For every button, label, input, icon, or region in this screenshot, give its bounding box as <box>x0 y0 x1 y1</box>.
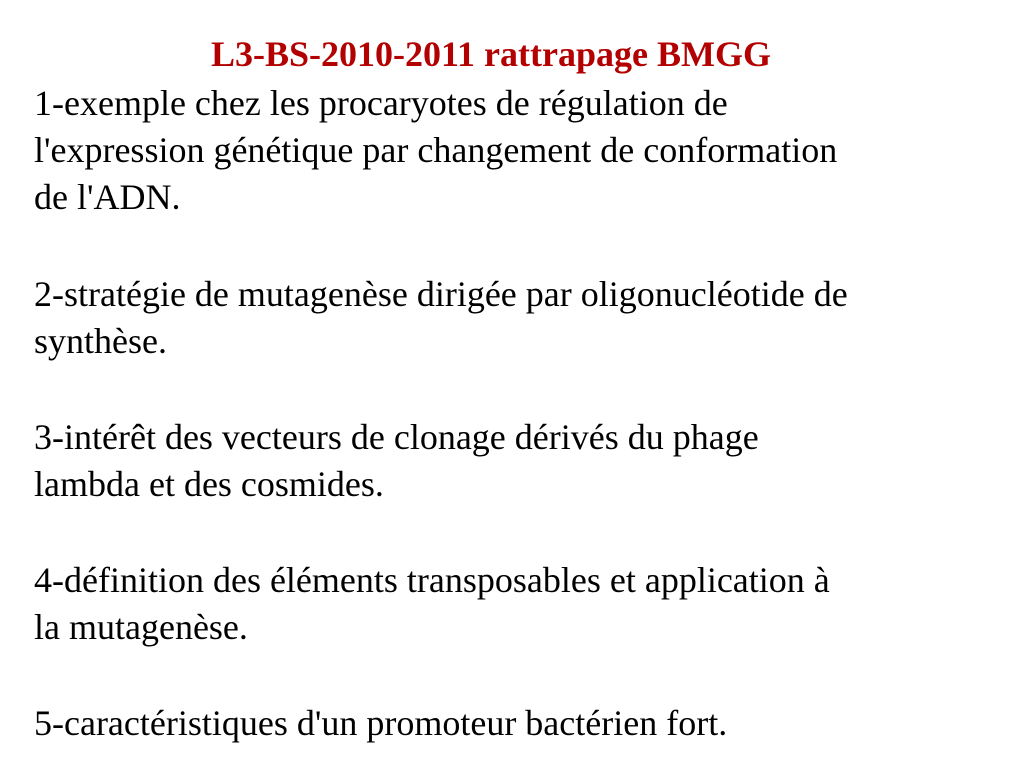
page-title: L3-BS-2010-2011 rattrapage BMGG <box>211 34 771 74</box>
question-line: 2-stratégie de mutagenèse dirigée par oligonucléotide de <box>34 274 848 314</box>
question-line: la mutagenèse. <box>34 607 248 647</box>
question-line: 3-intérêt des vecteurs de clonage dérivés du phage <box>34 417 759 457</box>
question-line: 4-définition des éléments transposables et application à <box>34 560 830 600</box>
question-4 <box>34 557 994 651</box>
question-line: 5-caractéristiques d'un promoteur bactérien fort. <box>34 703 728 743</box>
question-line: synthèse. <box>34 321 167 361</box>
question-line: de l'ADN. <box>34 177 181 217</box>
question-line: lambda et des cosmides. <box>34 464 384 504</box>
question-line: l'expression génétique par changement de conformation <box>34 130 838 170</box>
question-3 <box>34 414 994 508</box>
question-5 <box>34 700 994 747</box>
question-line: 1-exemple chez les procaryotes de régulation de <box>34 83 728 123</box>
question-2 <box>34 271 994 365</box>
question-1 <box>34 80 994 221</box>
